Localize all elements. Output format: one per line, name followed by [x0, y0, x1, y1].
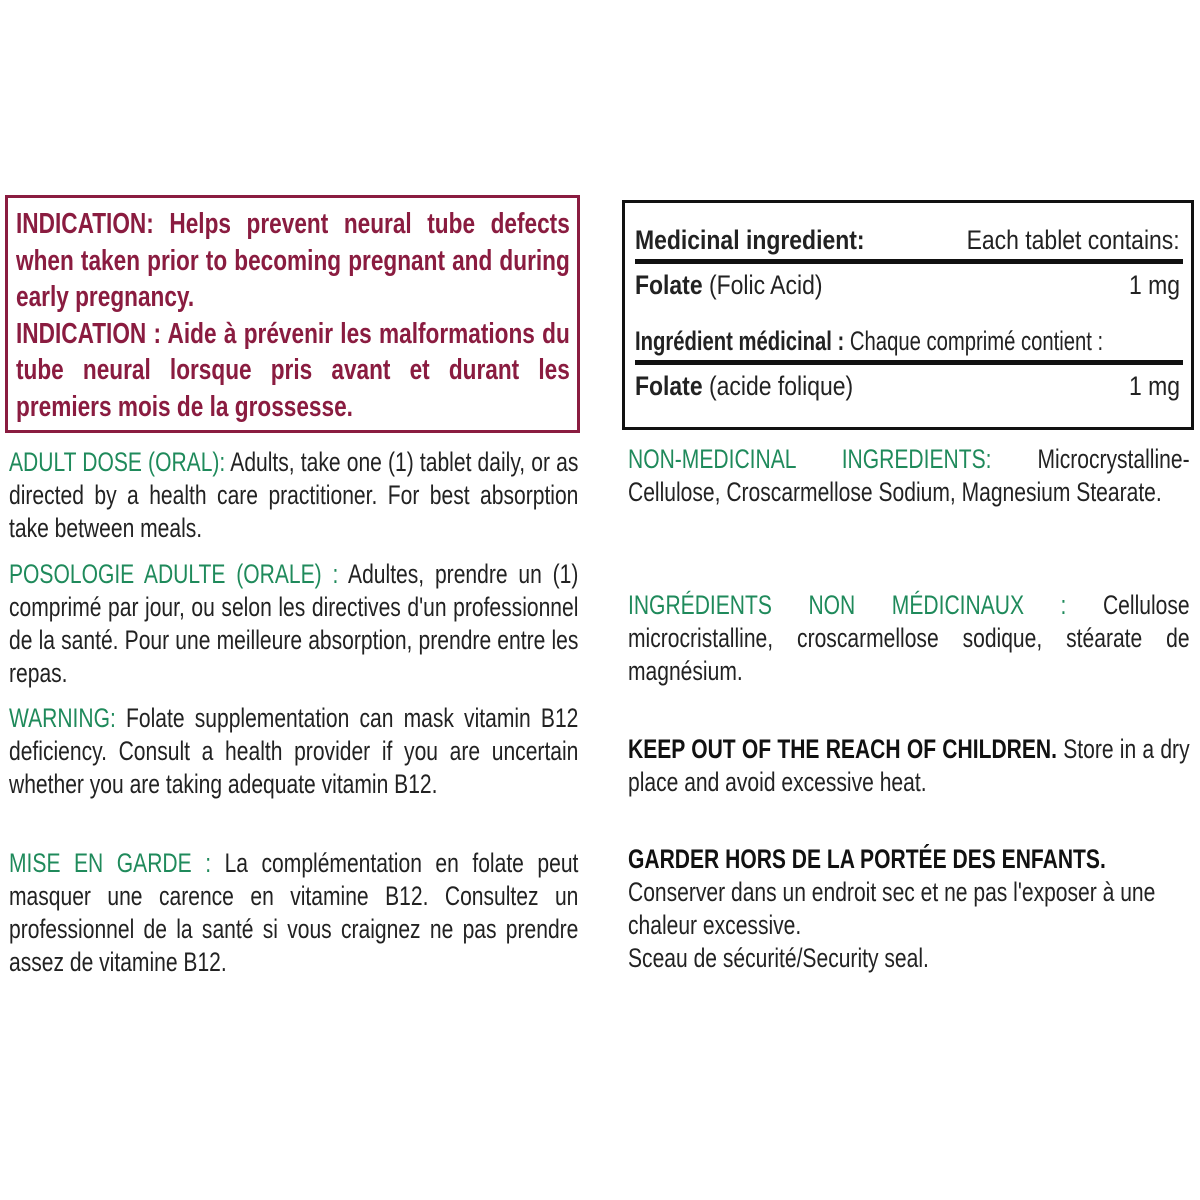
- row-en-name: Folate: [635, 270, 703, 300]
- header-fr-left: Ingrédient médicinal :: [635, 326, 845, 356]
- header-en-left: Medicinal ingredient:: [635, 225, 865, 255]
- header-fr: [635, 326, 1195, 357]
- posologie-section: [9, 558, 578, 690]
- keep-out-section: [628, 733, 1190, 799]
- row-fr-name: Folate: [635, 371, 703, 401]
- non-medicinal-section: [628, 443, 1190, 509]
- section-text: Cellulose microcristalline, croscarmellose sodique, stéarate de magnésium.: [628, 590, 1190, 686]
- section-label: ADULT DOSE (ORAL):: [9, 447, 226, 477]
- header-en-right: Each tablet contains:: [966, 225, 1180, 255]
- medicinal-ingredient-table: [622, 200, 1194, 430]
- security-seal-text: Sceau de sécurité/Security seal.: [628, 943, 929, 973]
- warning-section: [9, 702, 578, 801]
- section-label: KEEP OUT OF THE REACH OF CHILDREN.: [628, 734, 1057, 764]
- row-en-amount: 1 mg: [1128, 270, 1180, 300]
- section-label: INGRÉDIENTS NON MÉDICINAUX :: [628, 590, 1067, 620]
- header-en: [635, 225, 1180, 256]
- section-label: GARDER HORS DE LA PORTÉE DES ENFANTS.: [628, 844, 1106, 874]
- divider: [635, 259, 1183, 264]
- row-fr: [635, 371, 1180, 402]
- adult-dose-section: [9, 446, 578, 545]
- row-en-detail: (Folic Acid): [708, 270, 823, 300]
- section-label: WARNING:: [9, 703, 116, 733]
- section-text: Adultes, prendre un (1) comprimé par jour, ou selon les directives d'un professionnel de la santé. Pour une meilleure absorption, prendre entre les repas.: [9, 559, 579, 688]
- indication-text: [16, 206, 570, 425]
- indication-fr-label: INDICATION :: [16, 317, 162, 350]
- garder-section: [628, 843, 1190, 975]
- section-text: Adults, take one (1) tablet daily, or as directed by a health care practitioner. For best absorption take between meals.: [9, 447, 579, 543]
- divider: [635, 360, 1183, 365]
- section-text: Folate supplementation can mask vitamin B12 deficiency. Consult a health provider if you are uncertain whether you are taking adequate vitamin B12.: [9, 703, 579, 799]
- section-text: Store in a dry place and avoid excessive heat.: [628, 734, 1190, 797]
- row-fr-detail: (acide folique): [708, 371, 854, 401]
- row-en: [635, 270, 1180, 301]
- indication-en-label: INDICATION:: [16, 208, 154, 240]
- section-text: Conserver dans un endroit sec et ne pas l'exposer à une chaleur excessive.: [628, 877, 1156, 940]
- section-label: NON-MEDICINAL INGREDIENTS:: [628, 444, 992, 474]
- section-label: POSOLOGIE ADULTE (ORALE) :: [9, 559, 339, 589]
- header-fr-right: Chaque comprimé contient :: [849, 326, 1104, 356]
- row-fr-amount: 1 mg: [1128, 371, 1180, 401]
- mise-en-garde-section: [9, 847, 578, 979]
- section-text: La complémentation en folate peut masquer une carence en vitamine B12. Consultez un professionnel de la santé si vous craignez ne pas prendre assez de vitamine B12.: [9, 848, 579, 977]
- ingredients-non-medicinaux-section: [628, 589, 1190, 688]
- indication-box: [5, 195, 580, 433]
- section-label: MISE EN GARDE :: [9, 848, 212, 878]
- indication-en-text: Helps prevent neural tube defects when taken prior to becoming pregnant and during early pregnancy.: [16, 208, 570, 313]
- section-text: Microcrystalline-Cellulose, Croscarmellose Sodium, Magnesium Stearate.: [628, 444, 1190, 507]
- indication-fr-text: Aide à prévenir les malformations du tube neural lorsque pris avant et durant les premiers mois de la grossesse.: [16, 317, 570, 423]
